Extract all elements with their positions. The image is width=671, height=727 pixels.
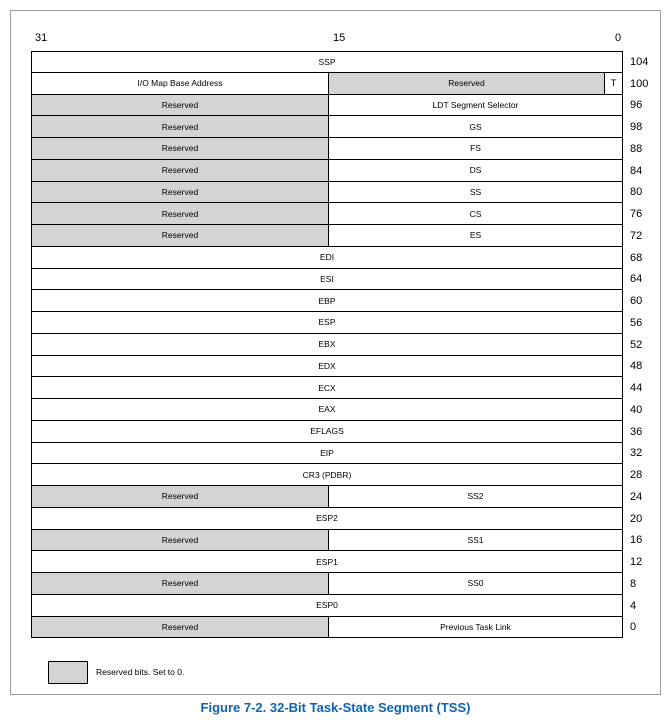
offset-label: 36 [630, 425, 643, 438]
tss-row [31, 116, 623, 138]
offset-label: 8 [630, 577, 637, 590]
offset-label: 72 [630, 229, 643, 242]
bit-label-31: 31 [35, 32, 48, 44]
offset-label: 60 [630, 295, 643, 308]
tss-row [31, 595, 623, 617]
tss-row [31, 377, 623, 399]
offset-label: 76 [630, 208, 643, 221]
offset-label: 32 [630, 447, 643, 460]
reserved-cell: Reserved [32, 617, 329, 638]
offset-label: 52 [630, 338, 643, 351]
field-cell: Previous Task Link [440, 621, 511, 632]
offset-label: 20 [630, 512, 643, 525]
reserved-cell: Reserved [32, 573, 329, 594]
offset-label: 100 [630, 77, 649, 90]
reserved-cell: Reserved [32, 486, 329, 507]
offset-label: 68 [630, 251, 643, 264]
field-cell: ESI [320, 273, 334, 284]
offset-label: 88 [630, 142, 643, 155]
tss-row [31, 464, 623, 486]
tss-row [31, 421, 623, 443]
field-cell: ESP [318, 317, 336, 328]
tss-row [31, 269, 623, 291]
offset-label: 80 [630, 186, 643, 199]
tss-row [31, 51, 623, 73]
tss-row [31, 73, 623, 95]
field-cell: SSP [318, 56, 336, 67]
field-cell: ESP1 [316, 556, 338, 567]
tss-row [31, 573, 623, 595]
offset-label: 28 [630, 469, 643, 482]
tss-row [31, 508, 623, 530]
t-bit-cell: T [610, 77, 617, 89]
field-cell: EDI [319, 252, 335, 263]
field-cell: SS [469, 186, 482, 197]
offset-label: 0 [630, 621, 637, 634]
field-cell: EDX [318, 360, 336, 371]
offset-label: 96 [630, 99, 643, 112]
bit-label-15: 15 [333, 32, 346, 44]
reserved-cell: Reserved [32, 138, 329, 159]
field-cell: ESP2 [316, 513, 338, 524]
tss-row [31, 203, 623, 225]
figure-caption: Figure 7-2. 32-Bit Task-State Segment (TSS) [200, 700, 471, 715]
field-cell: EAX [318, 404, 336, 415]
field-cell: DS [469, 165, 482, 176]
reserved-cell: Reserved [32, 225, 329, 246]
tss-row [31, 138, 623, 160]
field-cell: EIP [320, 447, 334, 458]
tss-row [31, 312, 623, 334]
tss-row [31, 290, 623, 312]
tss-row [31, 95, 623, 117]
offset-label: 40 [630, 403, 643, 416]
reserved-cell: Reserved [329, 73, 605, 94]
tss-row [31, 443, 623, 465]
reserved-cell: Reserved [32, 95, 329, 116]
offset-label: 16 [630, 534, 643, 547]
field-cell: LDT Segment Selector [432, 99, 519, 110]
offset-label: 64 [630, 273, 643, 286]
field-cell: SS2 [467, 491, 484, 502]
tss-row [31, 160, 623, 182]
field-cell: ES [469, 230, 482, 241]
offset-label: 48 [630, 360, 643, 373]
tss-row [31, 399, 623, 421]
tss-row [31, 225, 623, 247]
field-cell: FS [470, 143, 481, 154]
offset-label: 56 [630, 316, 643, 329]
field-cell: EBP [318, 295, 336, 306]
field-cell: CS [469, 208, 482, 219]
offset-label: 104 [630, 55, 649, 68]
field-cell: CR3 (PDBR) [302, 469, 352, 480]
field-cell: SS1 [467, 534, 484, 545]
field-cell: ECX [318, 382, 336, 393]
tss-row [31, 530, 623, 552]
tss-table [31, 51, 623, 638]
offset-label: 24 [630, 490, 643, 503]
reserved-cell: Reserved [32, 530, 329, 551]
offset-label: 4 [630, 599, 637, 612]
offset-label: 84 [630, 164, 643, 177]
bit-label-0: 0 [615, 32, 622, 44]
tss-row [31, 617, 623, 639]
reserved-cell: Reserved [32, 182, 329, 203]
field-cell: I/O Map Base Address [32, 73, 329, 94]
tss-row [31, 247, 623, 269]
offset-label: 98 [630, 121, 643, 134]
reserved-cell: Reserved [32, 116, 329, 137]
legend-swatch [48, 661, 88, 684]
offset-label: 44 [630, 382, 643, 395]
field-cell: SS0 [467, 578, 484, 589]
tss-row [31, 551, 623, 573]
field-cell: EBX [318, 339, 336, 350]
tss-row [31, 356, 623, 378]
field-cell: GS [469, 121, 482, 132]
reserved-cell: Reserved [32, 160, 329, 181]
legend-text: Reserved bits. Set to 0. [96, 667, 185, 677]
tss-row [31, 334, 623, 356]
field-cell: EFLAGS [310, 426, 344, 437]
reserved-cell: Reserved [32, 203, 329, 224]
tss-row [31, 182, 623, 204]
tss-row [31, 486, 623, 508]
field-cell: ESP0 [316, 600, 338, 611]
offset-label: 12 [630, 556, 643, 569]
